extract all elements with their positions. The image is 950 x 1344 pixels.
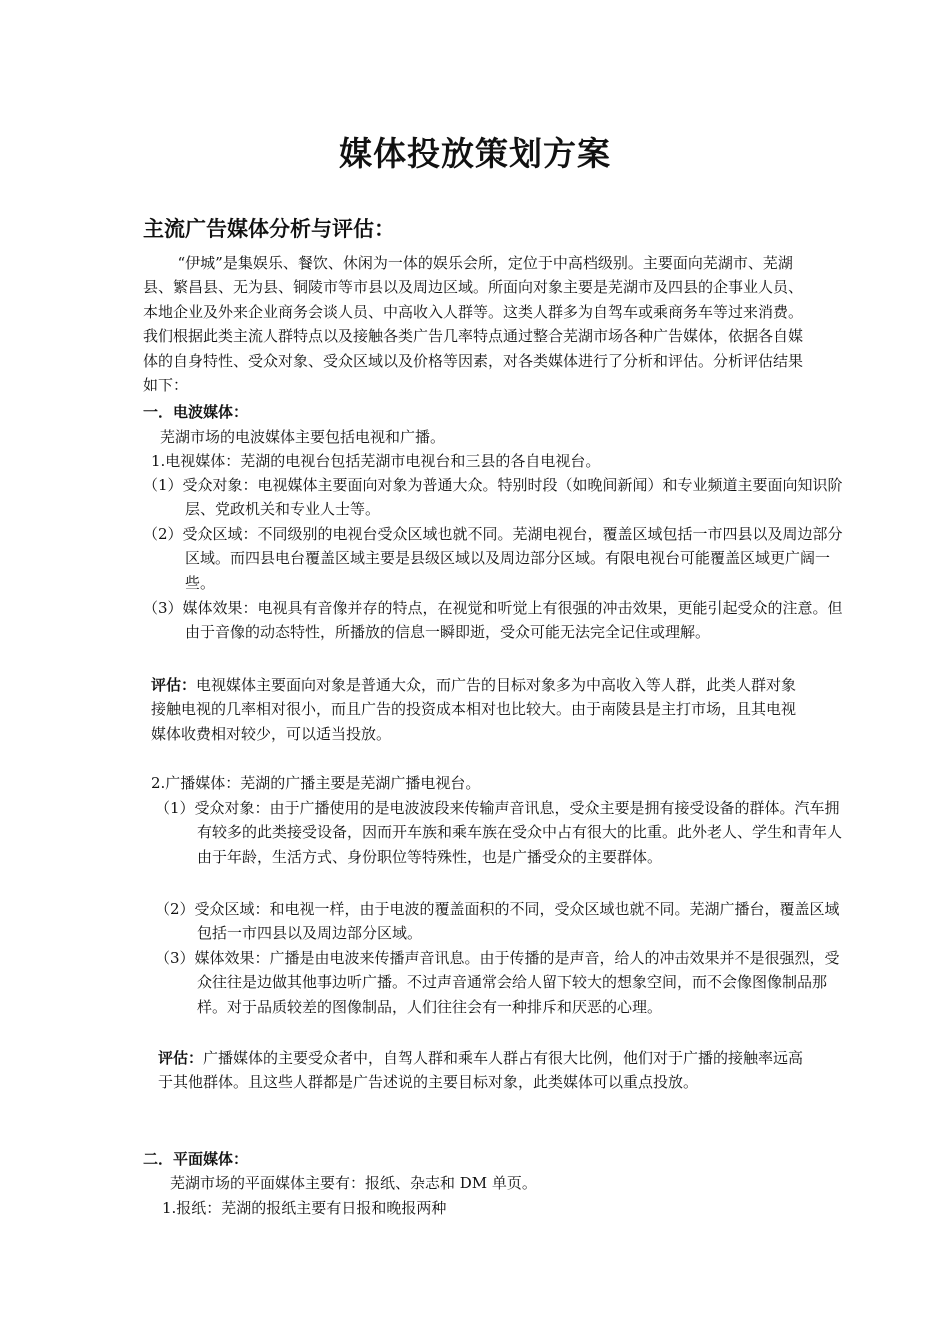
tv-item-effect: （3）媒体效果：电视具有音像并存的特点，在视觉和听觉上有很强的冲击效果，更能引起受众的注意。但由于音像的动态特性，所播放的信息一瞬即逝，受众可能无法完全记住或理解。 [143, 599, 843, 642]
tv-item-region: （2）受众区域：不同级别的电视台受众区域也就不同。芜湖电视台，覆盖区域包括一市四县以及周边部分区域。而四县电台覆盖区域主要是县级区域以及周边部分区域。有限电视台可能覆盖区域更广阔一些。 [143, 525, 843, 592]
section1-description: 芜湖市场的电波媒体主要包括电视和广播。 [160, 428, 446, 446]
radio-evaluation-text: 广播媒体的主要受众者中，自驾人群和乘车人群占有很大比例，他们对于广播的接触率远高于其他群体。且这些人群都是广告述说的主要目标对象，此类媒体可以重点投放。 [158, 1049, 804, 1092]
tv-evaluation-label: 评估： [151, 676, 197, 694]
tv-media-title: 1.电视媒体：芜湖的电视台包括芜湖市电视台和三县的各自电视台。 [151, 452, 601, 470]
section-heading-main: 主流广告媒体分析与评估： [143, 216, 395, 241]
section1-heading: 一．电波媒体： [143, 403, 249, 421]
radio-media-title: 2.广播媒体：芜湖的广播主要是芜湖广播电视台。 [151, 774, 481, 792]
tv-item-audience: （1）受众对象：电视媒体主要面向对象为普通大众。特别时段（如晚间新闻）和专业频道主要面向知识阶层、党政机关和专业人士等。 [143, 476, 843, 519]
section2-heading: 二．平面媒体： [143, 1150, 249, 1168]
radio-evaluation-label: 评估： [158, 1049, 204, 1067]
tv-evaluation-text: 电视媒体主要面向对象是普通大众，而广告的目标对象多为中高收入等人群，此类人群对象接触电视的几率相对很小，而且广告的投资成本相对也比较大。由于南陵县是主打市场，且其电视媒体收费相对较少，可以适当投放。 [151, 676, 797, 743]
section2-description: 芜湖市场的平面媒体主要有：报纸、杂志和 DM 单页。 [170, 1174, 537, 1192]
newspaper-title: 1.报纸：芜湖的报纸主要有日报和晚报两种 [162, 1199, 447, 1217]
radio-item-effect: （3）媒体效果：广播是由电波来传播声音讯息。由于传播的是声音，给人的冲击效果并不是很强烈，受众往往是边做其他事边听广播。不过声音通常会给人留下较大的想象空间，而不会像图像制品那样。对于品质较差的图像制品，人们往往会有一种排斥和厌恶的心理。 [155, 949, 840, 1016]
radio-evaluation [158, 1046, 808, 1095]
tv-evaluation [151, 673, 808, 746]
radio-item-region: （2）受众区域：和电视一样，由于电波的覆盖面积的不同，受众区域也就不同。芜湖广播台，覆盖区域包括一市四县以及周边部分区域。 [155, 900, 840, 943]
intro-paragraph: “伊城”是集娱乐、餐饮、休闲为一体的娱乐会所，定位于中高档级别。主要面向芜湖市、芜湖县、繁昌县、无为县、铜陵市等市县以及周边区域。所面向对象主要是芜湖市及四县的企事业人员、本地企业及外来企业商务会谈人员、中高收入人群等。这类人群多为自驾车或乘商务车等过来消费。我们根据此类主流人群特点以及接触各类广告几率特点通过整合芜湖市场各种广告媒体，依据各自媒体的自身特性、受众对象、受众区域以及价格等因素，对各类媒体进行了分析和评估。分析评估结果如下： [143, 254, 804, 395]
document-title: 媒体投放策划方案 [339, 134, 611, 173]
radio-item-audience: （1）受众对象：由于广播使用的是电波波段来传输声音讯息，受众主要是拥有接受设备的群体。汽车拥有较多的此类接受设备，因而开车族和乘车族在受众中占有很大的比重。此外老人、学生和青年人由于年龄，生活方式、身份职位等特殊性，也是广播受众的主要群体。 [155, 799, 843, 866]
